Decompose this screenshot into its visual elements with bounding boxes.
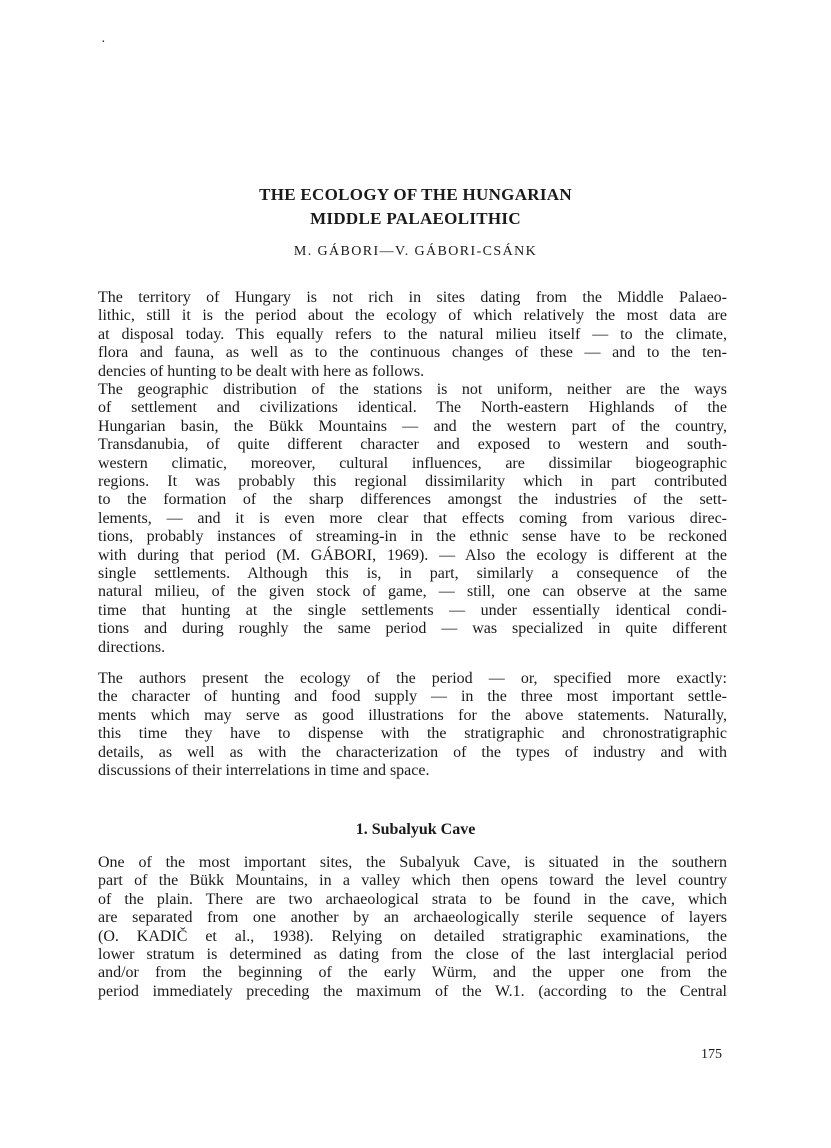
intro-paragraph (98, 289, 727, 381)
text-line: time that hunting at the single settlements — under essentially identical condi- (98, 601, 727, 619)
text-line: flora and fauna, as well as to the continuous changes of these — and to the ten- (98, 344, 727, 362)
text-line: directions. (98, 638, 166, 656)
text-line: discussions of their interrelations in time and space. (98, 762, 430, 780)
text-line: ments which may serve as good illustrations for the above statements. Naturally, (98, 706, 727, 724)
text-line: Transdanubia, of quite different character and exposed to western and south- (98, 436, 727, 454)
text-line: period immediately preceding the maximum of the W.1. (according to the Central (98, 982, 727, 1000)
text-line: part of the Bükk Mountains, in a valley which then opens toward the level country (98, 872, 727, 890)
title-line-1: THE ECOLOGY OF THE HUNGARIAN (259, 185, 572, 204)
second-paragraph (98, 381, 727, 657)
text-line: lements, — and it is even more clear that effects coming from various direc- (98, 509, 727, 527)
fourth-paragraph (98, 854, 727, 1001)
text-line: to the formation of the sharp differences amongst the industries of the sett- (98, 491, 727, 509)
text-line: regions. It was probably this regional dissimilarity which in part contributed (98, 473, 727, 491)
text-line: with during that period (M. GÁBORI, 1969). — Also the ecology is different at the (98, 546, 727, 564)
text-line: the character of hunting and food supply — in the three most important settle- (98, 688, 727, 706)
text-line: The authors present the ecology of the period — or, specified more exactly: (98, 670, 727, 687)
text-line: lithic, still it is the period about the ecology of which relatively the most data are (98, 307, 727, 325)
text-line: The geographic distribution of the stations is not uniform, neither are the ways (98, 381, 727, 398)
text-line: western climatic, moreover, cultural influences, are dissimilar biogeographic (98, 454, 727, 472)
third-paragraph (98, 670, 727, 780)
text-line: single settlements. Although this is, in part, similarly a consequence of the (98, 565, 727, 583)
article-title (0, 183, 831, 231)
text-line: of settlement and civilizations identical. The North-eastern Highlands of the (98, 399, 727, 417)
text-line: tions and during roughly the same period — was specialized in quite different (98, 620, 727, 638)
text-line: Hungarian basin, the Bükk Mountains — and the western part of the country, (98, 417, 727, 435)
text-line: this time they have to dispense with the stratigraphic and chronostratigraphic (98, 725, 727, 743)
text-line: at disposal today. This equally refers to the natural milieu itself — to the climate, (98, 325, 727, 343)
title-line-2: MIDDLE PALAEOLITHIC (310, 209, 521, 228)
text-line: The territory of Hungary is not rich in sites dating from the Middle Palaeo- (98, 289, 727, 306)
text-line: of the plain. There are two archaeological strata to be found in the cave, which (98, 890, 727, 908)
text-line: and/or from the beginning of the early Würm, and the upper one from the (98, 964, 727, 982)
page-number: 175 (701, 1047, 722, 1062)
text-line: dencies of hunting to be dealt with here as follows. (98, 362, 425, 380)
section-heading: 1. Subalyuk Cave (355, 821, 476, 838)
text-line: (O. KADIČ et al., 1938). Relying on detailed stratigraphic examinations, the (98, 927, 727, 945)
text-line: details, as well as with the characterization of the types of industry and with (98, 743, 727, 761)
text-line: are separated from one another by an archaeologically sterile sequence of layers (98, 909, 727, 927)
text-line: tions, probably instances of streaming-in in the ethnic sense have to be reckoned (98, 528, 727, 546)
author-line: M. GÁBORI—V. GÁBORI-CSÁNK (293, 244, 538, 259)
stray-mark: · (101, 35, 106, 50)
text-line: natural milieu, of the given stock of game, — still, one can observe at the same (98, 583, 727, 601)
text-line: lower stratum is determined as dating from the close of the last interglacial period (98, 946, 727, 964)
text-line: One of the most important sites, the Subalyuk Cave, is situated in the southern (98, 854, 727, 871)
